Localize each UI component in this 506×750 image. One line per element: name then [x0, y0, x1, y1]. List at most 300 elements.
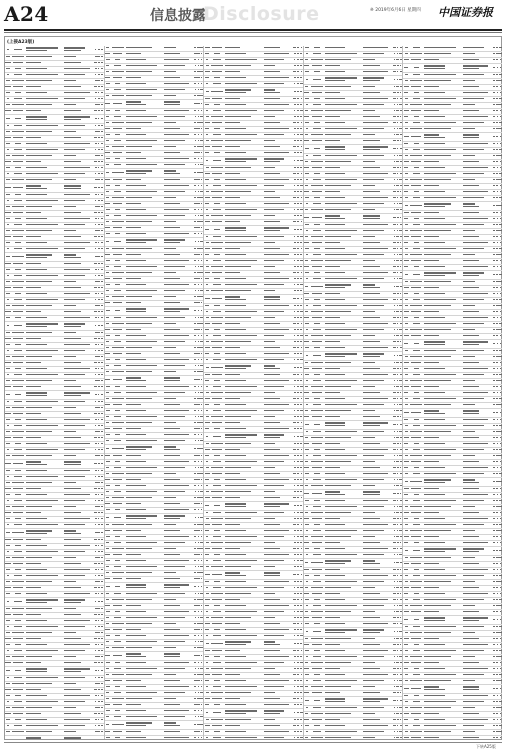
illegible-text-mark	[164, 146, 176, 147]
illegible-text-mark	[205, 173, 210, 174]
illegible-text-mark	[126, 584, 147, 585]
table-cell	[125, 140, 163, 143]
table-cell	[125, 341, 163, 344]
illegible-text-mark	[5, 86, 10, 87]
illegible-text-mark	[64, 179, 76, 180]
illegible-text-mark	[6, 256, 9, 257]
table-cell	[125, 461, 163, 464]
table-cell	[63, 620, 94, 623]
table-cell	[11, 593, 25, 596]
illegible-text-mark	[14, 449, 22, 450]
table-cell	[163, 434, 194, 437]
table-cell	[111, 164, 125, 167]
table-cell	[210, 221, 224, 224]
illegible-text-mark	[214, 53, 220, 54]
illegible-text-mark	[212, 197, 222, 198]
table-cell	[111, 122, 125, 125]
illegible-text-mark	[201, 152, 202, 153]
illegible-text-mark	[300, 104, 302, 105]
illegible-text-mark	[6, 167, 10, 168]
table-cell	[224, 359, 262, 362]
table-cell	[25, 224, 63, 227]
illegible-text-mark	[205, 128, 209, 129]
table-cell	[25, 350, 63, 353]
illegible-text-mark	[264, 386, 285, 387]
illegible-text-mark	[126, 59, 147, 60]
illegible-text-mark	[7, 575, 9, 576]
illegible-text-mark	[113, 329, 123, 330]
table-cell	[111, 152, 125, 155]
illegible-text-mark	[105, 329, 110, 330]
illegible-text-mark	[164, 410, 189, 411]
illegible-text-mark	[126, 674, 152, 675]
illegible-text-mark	[213, 436, 221, 437]
illegible-text-mark	[64, 593, 89, 594]
table-cell	[163, 428, 194, 431]
table-cell	[111, 296, 125, 299]
illegible-text-mark	[114, 617, 122, 618]
illegible-text-mark	[15, 368, 21, 369]
illegible-text-mark	[115, 509, 121, 510]
illegible-text-mark	[114, 215, 122, 216]
table-cell	[25, 218, 63, 221]
table-cell	[111, 662, 125, 665]
illegible-text-mark	[13, 463, 23, 464]
table-cell	[224, 449, 262, 452]
table-cell	[125, 410, 163, 413]
table-cell	[263, 65, 294, 68]
table-cell	[25, 254, 63, 260]
illegible-text-mark	[297, 104, 298, 105]
illegible-text-mark	[264, 242, 276, 243]
table-cell	[163, 497, 194, 500]
table-cell	[63, 593, 94, 596]
table-cell	[210, 140, 224, 143]
table-cell	[11, 356, 25, 359]
illegible-text-mark	[164, 140, 185, 141]
table-cell	[210, 128, 224, 131]
table-cell	[25, 599, 63, 605]
illegible-text-mark	[95, 125, 96, 126]
table-cell	[263, 254, 294, 257]
illegible-text-mark	[5, 137, 10, 138]
illegible-text-mark	[26, 68, 47, 69]
illegible-text-mark	[15, 218, 21, 219]
table-cell	[163, 359, 194, 362]
illegible-text-mark	[64, 668, 89, 669]
illegible-text-mark	[106, 448, 109, 449]
illegible-text-mark	[98, 419, 99, 420]
illegible-text-mark	[126, 524, 152, 525]
table-cell	[125, 731, 163, 734]
illegible-text-mark	[98, 695, 99, 696]
illegible-text-mark	[264, 140, 276, 141]
table-cell	[11, 563, 25, 566]
illegible-text-mark	[115, 434, 121, 435]
illegible-text-mark	[205, 323, 210, 324]
illegible-text-mark	[106, 461, 110, 462]
illegible-text-mark	[6, 394, 10, 395]
illegible-text-mark	[95, 49, 96, 50]
table-cell	[63, 131, 94, 134]
illegible-text-mark	[112, 497, 124, 498]
illegible-text-mark	[14, 500, 22, 501]
illegible-text-mark	[225, 53, 246, 54]
illegible-text-mark	[26, 332, 52, 333]
illegible-text-mark	[225, 116, 251, 117]
illegible-text-mark	[6, 620, 10, 621]
table-cell	[263, 353, 294, 356]
table-cell	[63, 293, 94, 296]
illegible-text-mark	[297, 203, 298, 204]
illegible-text-mark	[301, 146, 302, 147]
illegible-text-mark	[112, 122, 124, 123]
illegible-text-mark	[64, 374, 85, 375]
table-cell	[163, 485, 194, 488]
illegible-text-mark	[106, 140, 108, 141]
illegible-text-mark	[64, 725, 85, 726]
table-cell	[163, 254, 194, 257]
illegible-text-mark	[114, 716, 122, 717]
table-cell	[25, 401, 63, 404]
illegible-text-mark	[294, 311, 295, 312]
illegible-text-mark	[26, 644, 47, 645]
illegible-text-mark	[14, 200, 22, 201]
illegible-text-mark	[13, 413, 23, 414]
table-cell	[11, 670, 25, 673]
illegible-text-mark	[225, 434, 257, 435]
illegible-text-mark	[12, 581, 24, 582]
illegible-text-mark	[225, 92, 246, 93]
illegible-text-mark	[126, 635, 147, 636]
table-cell	[163, 422, 194, 425]
illegible-text-mark	[26, 470, 47, 471]
table-column	[204, 46, 303, 739]
illegible-text-mark	[14, 650, 22, 651]
illegible-text-mark	[126, 536, 147, 537]
illegible-text-mark	[206, 416, 209, 417]
illegible-text-mark	[98, 394, 99, 395]
table-cell	[25, 173, 63, 176]
illegible-text-mark	[225, 167, 251, 168]
illegible-text-mark	[198, 461, 199, 462]
table-cell	[111, 641, 125, 644]
table-cell	[125, 653, 163, 659]
illegible-text-mark	[206, 359, 208, 360]
illegible-text-mark	[164, 170, 176, 171]
illegible-text-mark	[114, 365, 122, 366]
illegible-text-mark	[264, 455, 289, 456]
table-cell	[11, 368, 25, 371]
table-cell	[63, 461, 94, 467]
illegible-text-mark	[98, 118, 99, 119]
illegible-text-mark	[264, 428, 289, 429]
illegible-text-mark	[6, 644, 10, 645]
illegible-text-mark	[13, 488, 23, 489]
illegible-text-mark	[294, 59, 295, 60]
illegible-text-mark	[26, 551, 58, 552]
illegible-text-mark	[212, 248, 222, 249]
table-cell	[111, 71, 125, 74]
table-cell	[224, 236, 262, 239]
illegible-text-mark	[106, 296, 109, 297]
illegible-text-mark	[164, 584, 189, 585]
table-cell	[263, 290, 294, 293]
illegible-text-mark	[198, 335, 199, 336]
illegible-text-mark	[294, 209, 295, 210]
table-cell	[25, 449, 63, 452]
table-cell	[163, 323, 194, 326]
illegible-text-mark	[14, 601, 22, 602]
illegible-text-mark	[26, 386, 41, 387]
illegible-text-mark	[198, 386, 199, 387]
illegible-text-mark	[106, 560, 110, 561]
table-cell	[111, 233, 125, 236]
table-cell	[11, 731, 25, 734]
table-row	[5, 322, 104, 331]
illegible-text-mark	[212, 272, 222, 273]
illegible-text-mark	[264, 158, 285, 159]
illegible-text-mark	[115, 110, 121, 111]
illegible-text-mark	[106, 617, 108, 618]
illegible-text-mark	[213, 110, 221, 111]
illegible-text-mark	[264, 92, 280, 93]
illegible-text-mark	[164, 542, 185, 543]
illegible-text-mark	[198, 284, 199, 285]
table-cell	[11, 86, 25, 89]
table-cell	[263, 140, 294, 143]
illegible-text-mark	[164, 416, 185, 417]
table-cell	[25, 488, 63, 491]
illegible-text-mark	[5, 263, 10, 264]
table-cell	[11, 149, 25, 152]
illegible-text-mark	[6, 293, 10, 294]
illegible-text-mark	[106, 524, 109, 525]
table-cell	[210, 179, 224, 182]
table-cell	[263, 248, 294, 251]
illegible-text-mark	[264, 221, 280, 222]
table-cell	[111, 140, 125, 143]
illegible-text-mark	[64, 713, 80, 714]
illegible-text-mark	[225, 347, 240, 348]
illegible-text-mark	[211, 367, 223, 368]
table-cell	[163, 461, 194, 464]
table-cell	[63, 344, 94, 347]
illegible-text-mark	[264, 152, 289, 153]
illegible-text-mark	[201, 203, 202, 204]
table-cell	[111, 146, 125, 149]
illegible-text-mark	[105, 530, 110, 531]
table-cell	[125, 404, 163, 407]
illegible-text-mark	[300, 77, 302, 78]
illegible-text-mark	[164, 722, 176, 723]
table-cell	[163, 146, 194, 149]
table-cell	[25, 293, 63, 296]
table-cell	[125, 233, 163, 236]
table-cell	[210, 317, 224, 320]
table-cell	[163, 473, 194, 476]
illegible-text-mark	[301, 449, 302, 450]
illegible-text-mark	[225, 404, 246, 405]
illegible-text-mark	[126, 404, 141, 405]
illegible-text-mark	[225, 365, 251, 366]
illegible-text-mark	[26, 299, 58, 300]
table-cell	[224, 221, 262, 224]
table-cell	[11, 187, 25, 190]
illegible-text-mark	[113, 578, 123, 579]
illegible-text-mark	[264, 104, 289, 105]
illegible-text-mark	[64, 644, 89, 645]
table-cell	[111, 128, 125, 131]
illegible-text-mark	[164, 554, 180, 555]
table-cell	[125, 152, 163, 155]
table-cell	[125, 59, 163, 62]
table-cell	[163, 95, 194, 98]
illegible-text-mark	[126, 65, 158, 66]
table-cell	[25, 650, 63, 653]
illegible-text-mark	[212, 71, 222, 72]
illegible-text-mark	[114, 491, 122, 492]
illegible-text-mark	[264, 305, 289, 306]
table-cell	[163, 101, 194, 107]
table-cell	[25, 281, 63, 284]
illegible-text-mark	[264, 437, 280, 438]
table-cell	[224, 83, 262, 86]
table-cell	[125, 329, 163, 332]
table-cell	[25, 455, 63, 458]
illegible-text-mark	[26, 287, 41, 288]
illegible-text-mark	[64, 161, 80, 162]
illegible-text-mark	[64, 269, 89, 270]
publication-date: ※ 2019年6月6日 星期四	[370, 8, 421, 13]
table-cell	[63, 380, 94, 383]
illegible-text-mark	[101, 287, 102, 288]
table-cell	[263, 410, 294, 413]
illegible-text-mark	[26, 236, 41, 237]
table-cell	[25, 155, 63, 158]
illegible-text-mark	[12, 256, 24, 257]
illegible-text-mark	[214, 305, 220, 306]
illegible-text-mark	[106, 536, 110, 537]
table-cell	[125, 530, 163, 533]
illegible-text-mark	[126, 461, 147, 462]
table-cell	[163, 122, 194, 125]
illegible-text-mark	[115, 209, 121, 210]
table-cell	[224, 434, 262, 440]
illegible-text-mark	[114, 593, 122, 594]
illegible-text-mark	[114, 266, 122, 267]
illegible-text-mark	[126, 491, 158, 492]
table-cell	[25, 695, 63, 698]
table-cell	[111, 704, 125, 707]
table-cell	[111, 335, 125, 338]
table-cell	[25, 374, 63, 377]
illegible-text-mark	[126, 398, 152, 399]
illegible-text-mark	[201, 278, 202, 279]
illegible-text-mark	[113, 605, 123, 606]
table-cell	[163, 53, 194, 56]
illegible-text-mark	[114, 692, 122, 693]
table-cell	[224, 443, 262, 446]
table-cell	[111, 686, 125, 689]
illegible-text-mark	[164, 515, 185, 516]
illegible-text-mark	[225, 89, 251, 90]
illegible-text-mark	[26, 392, 47, 393]
illegible-text-mark	[126, 329, 141, 330]
illegible-text-mark	[112, 422, 124, 423]
table-cell	[263, 173, 294, 176]
illegible-text-mark	[95, 224, 96, 225]
illegible-text-mark	[264, 365, 276, 366]
illegible-text-mark	[164, 83, 189, 84]
illegible-text-mark	[26, 449, 58, 450]
illegible-text-mark	[12, 305, 24, 306]
table-cell	[263, 146, 294, 149]
table-cell	[25, 74, 63, 77]
illegible-text-mark	[126, 83, 147, 84]
table-cell	[11, 455, 25, 458]
table-cell	[25, 137, 63, 140]
illegible-text-mark	[294, 410, 295, 411]
illegible-text-mark	[98, 68, 99, 69]
table-cell	[111, 95, 125, 98]
illegible-text-mark	[64, 116, 89, 117]
table-row	[5, 736, 104, 739]
illegible-text-mark	[26, 407, 52, 408]
table-cell	[11, 512, 25, 515]
illegible-text-mark	[164, 566, 185, 567]
illegible-text-mark	[225, 248, 240, 249]
illegible-text-mark	[211, 140, 223, 141]
illegible-text-mark	[164, 686, 189, 687]
table-cell	[11, 662, 25, 665]
table-cell	[163, 635, 194, 638]
table-cell	[125, 365, 163, 368]
table-cell	[125, 134, 163, 137]
table-cell	[11, 431, 25, 434]
illegible-text-mark	[12, 506, 24, 507]
illegible-text-mark	[64, 488, 80, 489]
illegible-text-mark	[95, 200, 96, 201]
illegible-text-mark	[98, 293, 99, 294]
illegible-text-mark	[7, 500, 9, 501]
table-cell	[224, 98, 262, 101]
illegible-text-mark	[64, 545, 89, 546]
illegible-text-mark	[95, 173, 96, 174]
table-cell	[224, 53, 262, 56]
table-cell	[63, 137, 94, 140]
illegible-text-mark	[106, 134, 110, 135]
table-cell	[263, 374, 294, 377]
table-cell	[11, 488, 25, 491]
illegible-text-mark	[6, 494, 10, 495]
table-cell	[224, 323, 262, 326]
illegible-text-mark	[15, 143, 21, 144]
table-cell	[125, 428, 163, 431]
illegible-text-mark	[264, 443, 276, 444]
table-cell	[224, 305, 262, 308]
illegible-text-mark	[126, 311, 147, 312]
table-cell	[11, 494, 25, 497]
illegible-text-mark	[95, 650, 96, 651]
illegible-text-mark	[15, 719, 21, 720]
table-cell	[11, 650, 25, 653]
table-cell	[224, 89, 262, 95]
illegible-text-mark	[98, 143, 99, 144]
illegible-text-mark	[126, 410, 147, 411]
illegible-text-mark	[105, 103, 110, 104]
table-cell	[63, 125, 94, 128]
